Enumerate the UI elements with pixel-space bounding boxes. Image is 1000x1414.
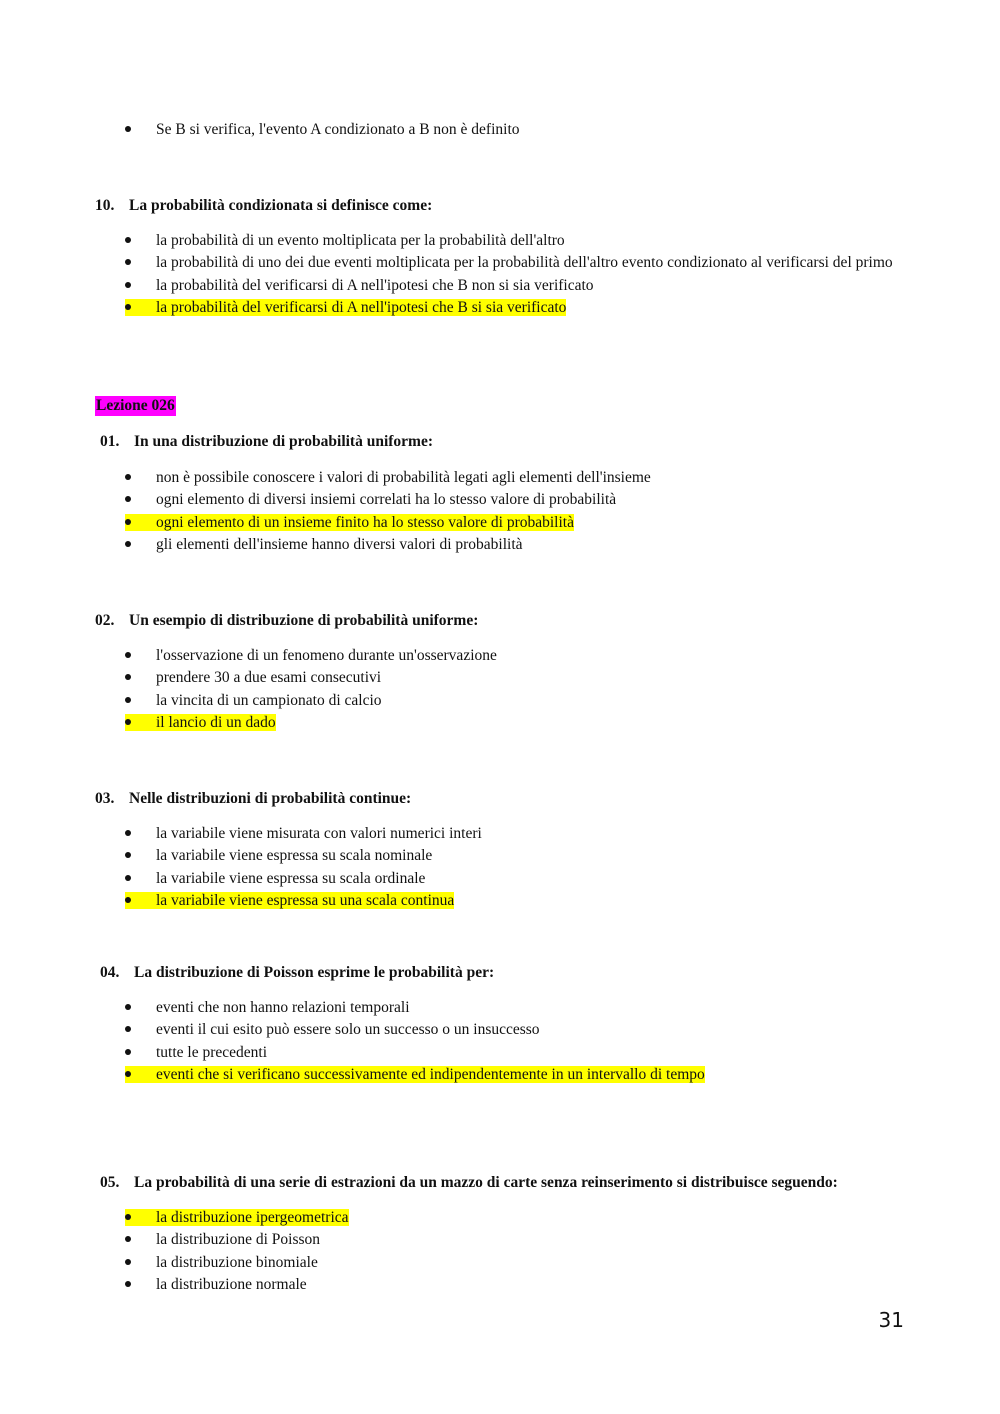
answer-text: la distribuzione normale (156, 1275, 307, 1293)
question-text: La distribuzione di Poisson esprime le probabilità per: (134, 964, 495, 981)
question-03-options (125, 823, 895, 912)
answer-text: non è possibile conoscere i valori di probabilità legati agli elementi dell'insieme (156, 469, 651, 486)
bullet-icon (125, 259, 131, 265)
question-01-heading (100, 432, 433, 452)
bullet-icon (125, 1281, 131, 1287)
list-item-correct (125, 512, 895, 534)
question-number: 10. (95, 197, 115, 214)
bullet-icon (125, 652, 131, 658)
answer-text: Se B si verifica, l'evento A condizionato a B non è definito (156, 121, 520, 138)
answer-text: la variabile viene espressa su scala ordinale (156, 869, 426, 887)
question-number: 01. (100, 433, 120, 450)
answer-text: l'osservazione di un fenomeno durante un'osservazione (156, 647, 497, 664)
list-item (125, 868, 895, 890)
list-item (125, 1019, 895, 1041)
question-number: 03. (95, 790, 115, 807)
bullet-icon (125, 541, 131, 547)
question-02-options (125, 645, 895, 734)
question-number: 02. (95, 612, 115, 629)
highlighted-answer-text: la distribuzione ipergeometrica (156, 1209, 349, 1226)
highlighted-answer-text: la probabilità del verificarsi di A nell'ipotesi che B si sia verificato (156, 298, 567, 316)
bullet-icon (125, 719, 131, 725)
question-number: 04. (100, 964, 120, 981)
bullet-icon (125, 126, 131, 132)
list-item (125, 534, 895, 556)
highlighted-answer-text: eventi che si verificano successivamente ed indipendentemente in un intervallo di tempo (156, 1065, 705, 1083)
question-01-options (125, 467, 895, 556)
question-10-heading (95, 196, 432, 216)
list-item (125, 1042, 895, 1064)
list-item (125, 230, 895, 252)
list-item (125, 1252, 895, 1274)
answer-text: la probabilità di un evento moltiplicata per la probabilità dell'altro (156, 232, 565, 249)
list-item (125, 667, 895, 689)
list-item (125, 275, 895, 297)
bullet-icon (125, 830, 131, 836)
list-item-correct (125, 1207, 895, 1229)
bullet-icon (125, 697, 131, 703)
bullet-icon (125, 1049, 131, 1055)
bullet-icon (125, 1259, 131, 1265)
question-05-options (125, 1207, 895, 1296)
bullet-icon (125, 897, 131, 903)
question-text: La probabilità condizionata si definisce come: (129, 197, 433, 214)
answer-text: la probabilità di uno dei due eventi moltiplicata per la probabilità dell'altro evento condizionato al verificarsi del primo (156, 254, 893, 272)
answer-text: la probabilità del verificarsi di A nell'ipotesi che B non si sia verificato (156, 276, 594, 294)
answer-text: la variabile viene misurata con valori numerici interi (156, 825, 482, 842)
list-item-correct (125, 1064, 895, 1086)
highlighted-answer-text: il lancio di un dado (156, 713, 276, 731)
list-item-correct (125, 890, 895, 912)
top-answer-list (125, 119, 895, 141)
bullet-icon (125, 1236, 131, 1242)
bullet-icon (125, 496, 131, 502)
highlighted-answer-text: la variabile viene espressa su una scala continua (156, 891, 455, 909)
list-item (125, 845, 895, 867)
answer-text: eventi che non hanno relazioni temporali (156, 999, 410, 1016)
question-number: 05. (100, 1174, 120, 1191)
bullet-icon (125, 852, 131, 858)
bullet-icon (125, 674, 131, 680)
answer-text: la distribuzione di Poisson (156, 1231, 321, 1249)
question-04-heading (100, 963, 494, 983)
list-item (125, 1274, 895, 1296)
bullet-icon (125, 1071, 131, 1077)
list-item (125, 997, 895, 1019)
answer-text: la distribuzione binomiale (156, 1253, 318, 1271)
question-02-heading (95, 611, 478, 631)
list-item (125, 1229, 895, 1251)
bullet-icon (125, 474, 131, 480)
bullet-icon (125, 1214, 131, 1220)
question-text: Un esempio di distribuzione di probabilità uniforme: (129, 612, 479, 629)
list-item (125, 645, 895, 667)
answer-text: eventi il cui esito può essere solo un successo o un insuccesso (156, 1021, 540, 1039)
list-item (125, 690, 895, 712)
list-item (125, 467, 895, 489)
list-item-correct (125, 297, 895, 319)
lesson-label: Lezione 026 (96, 397, 175, 414)
answer-text: la vincita di un campionato di calcio (156, 691, 382, 709)
bullet-icon (125, 282, 131, 288)
bullet-icon (125, 519, 131, 525)
bullet-icon (125, 237, 131, 243)
list-item-correct (125, 712, 895, 734)
answer-text: gli elementi dell'insieme hanno diversi valori di probabilità (156, 535, 523, 553)
question-03-heading (95, 789, 411, 809)
list-item (125, 823, 895, 845)
question-text: Nelle distribuzioni di probabilità continue: (129, 790, 412, 807)
question-text: La probabilità di una serie di estrazioni da un mazzo di carte senza reinserimento si distribuisce seguendo: (134, 1174, 838, 1191)
bullet-icon (125, 1026, 131, 1032)
bullet-icon (125, 875, 131, 881)
list-item (125, 119, 895, 141)
answer-text: prendere 30 a due esami consecutivi (156, 669, 382, 687)
answer-text: ogni elemento di diversi insiemi correlati ha lo stesso valore di probabilità (156, 491, 617, 509)
list-item (125, 252, 895, 274)
highlighted-answer-text: ogni elemento di un insieme finito ha lo stesso valore di probabilità (156, 513, 574, 531)
question-10-options (125, 230, 895, 319)
answer-text: tutte le precedenti (156, 1043, 268, 1061)
page-number: 31 (878, 1308, 904, 1332)
answer-text: la variabile viene espressa su scala nominale (156, 847, 433, 865)
bullet-icon (125, 1004, 131, 1010)
question-04-options (125, 997, 895, 1086)
question-05-heading (100, 1173, 838, 1193)
question-text: In una distribuzione di probabilità uniforme: (134, 433, 434, 450)
list-item (125, 489, 895, 511)
bullet-icon (125, 304, 131, 310)
